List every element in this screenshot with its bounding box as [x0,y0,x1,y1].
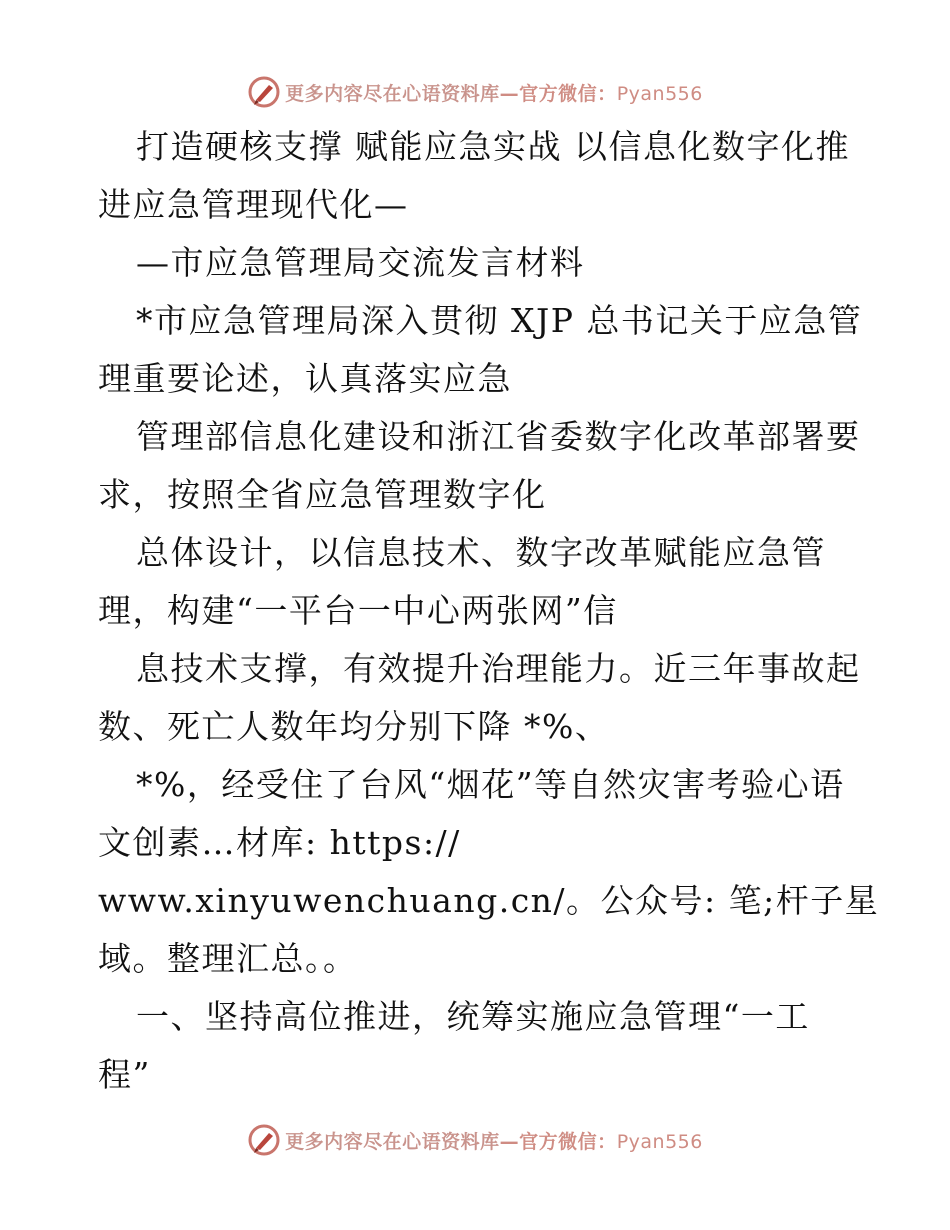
doc-line: 管理部信息化建设和浙江省委数字化改革部署要 [136,417,861,456]
banner-wechat-id: Pyan556 [616,1130,703,1153]
document-body [98,118,880,1104]
doc-line: www.xinyuwenchuang.cn/。公众号: 笔;杆子星 [98,881,880,920]
doc-line: 息技术支撑，有效提升治理能力。近三年事故起 [136,649,861,688]
pen-logo-icon [247,75,281,109]
doc-line: 文创素…材库: https:// [98,823,461,862]
banner-dash: — [499,1130,520,1153]
doc-line: —市应急管理局交流发言材料 [136,243,585,282]
header-banner [0,72,950,112]
banner-ad-text: 更多内容尽在心语资料库 [285,82,500,105]
banner-text [285,1127,703,1154]
doc-line: 数、死亡人数年均分别下降 *%、 [98,707,610,746]
doc-line: 求，按照全省应急管理数字化 [98,475,547,514]
doc-line: *市应急管理局深入贯彻 XJP 总书记关于应急管 [136,301,863,340]
banner-ad-text: 更多内容尽在心语资料库 [285,1130,500,1153]
banner-wechat-label: 官方微信： [519,1130,617,1153]
doc-line: 进应急管理现代化— [98,185,409,224]
banner-wechat-id: Pyan556 [616,82,703,105]
banner-dash: — [499,82,520,105]
banner-wechat-label: 官方微信： [519,82,617,105]
doc-line: 一、坚持高位推进，统筹实施应急管理“一工 [136,997,810,1036]
doc-line: 打造硬核支撑 赋能应急实战 以信息化数字化推 [136,127,850,166]
doc-line: 理，构建“一平台一中心两张网”信 [98,591,618,630]
footer-banner [0,1120,950,1160]
banner-text [285,79,703,106]
doc-line: 总体设计，以信息技术、数字改革赋能应急管 [136,533,826,572]
doc-line: 域。整理汇总。。 [98,939,358,978]
doc-line: 程” [98,1055,151,1094]
pen-logo-icon [247,1123,281,1157]
doc-line: *%，经受住了台风“烟花”等自然灾害考验心语 [136,765,845,804]
doc-line: 理重要论述，认真落实应急 [98,359,512,398]
